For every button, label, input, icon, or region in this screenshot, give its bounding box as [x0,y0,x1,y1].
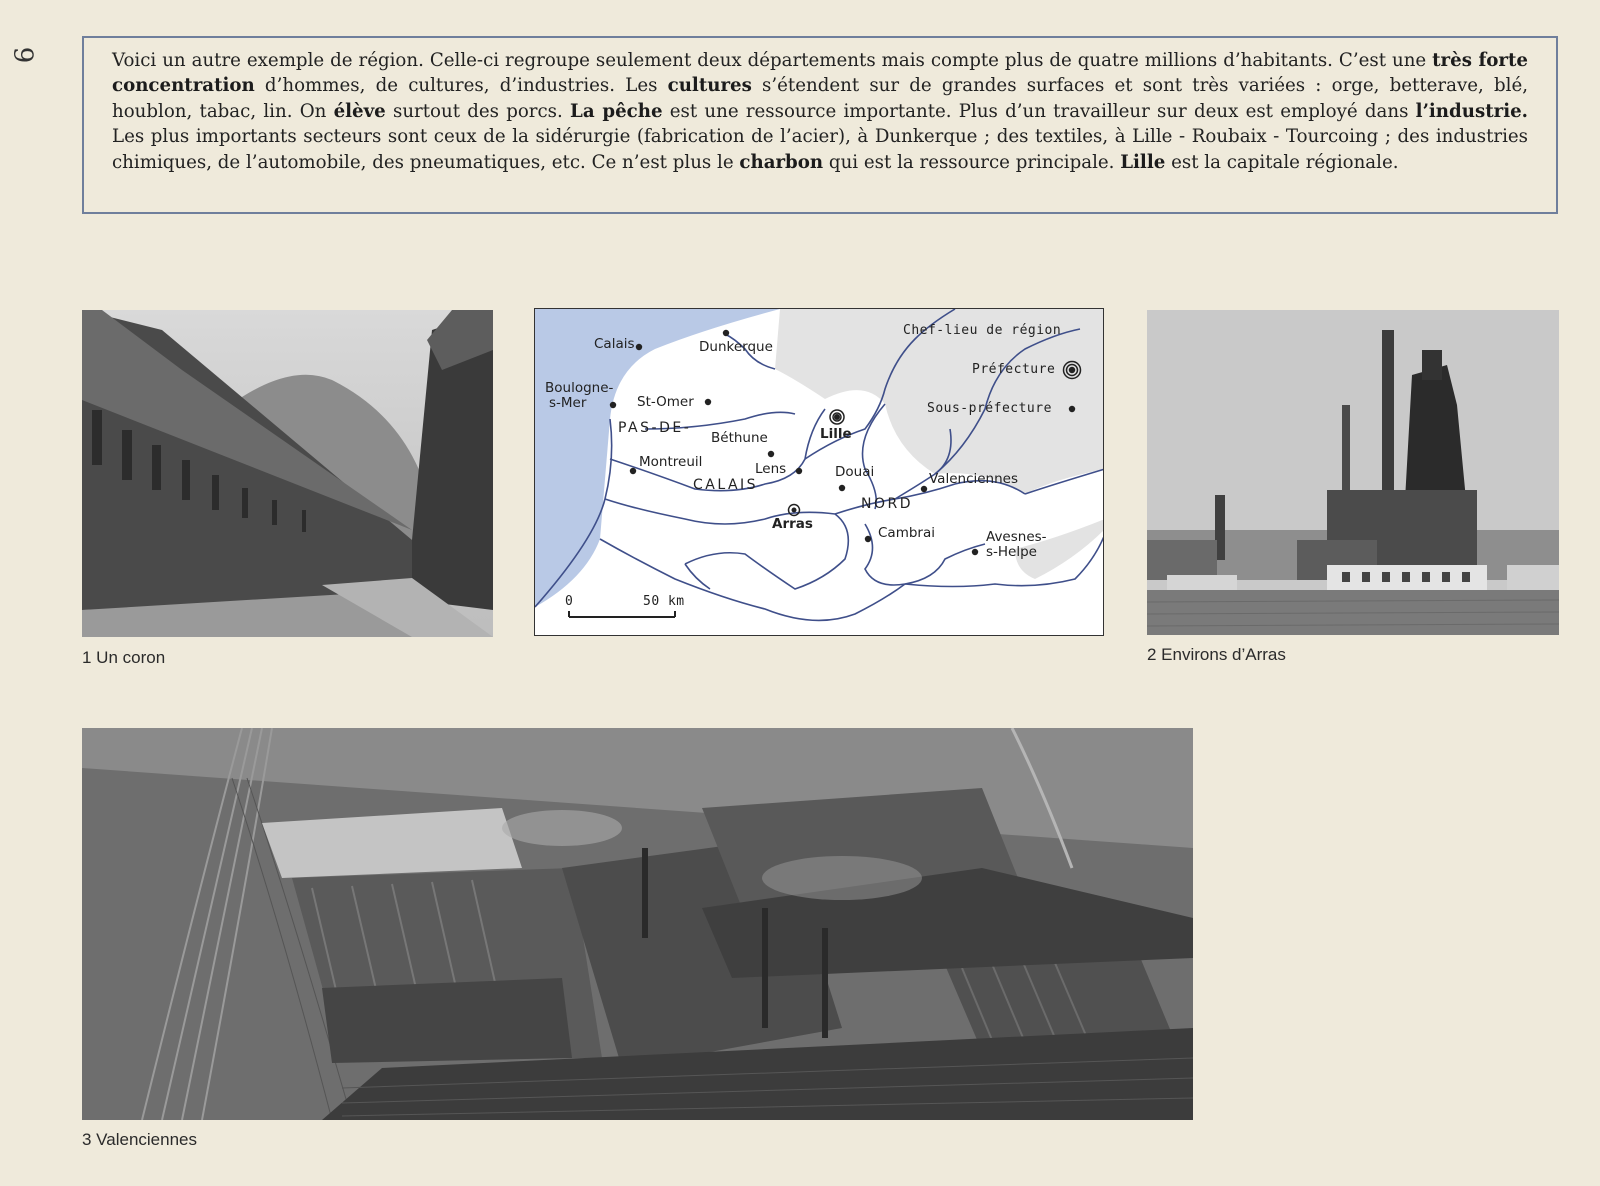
intro-text-segment: est une ressource importante. Plus d’un travailleur sur deux est employé dans [662,100,1416,122]
scale-zero: 0 [565,594,574,609]
city-cambrai: Cambrai [878,525,935,541]
city-valenciennes: Valenciennes [929,471,1019,487]
city-lens: Lens [755,461,787,477]
intro-bold-term: très forte concentration [112,50,1528,97]
legend-sous-prefecture: Sous-préfecture [927,401,1052,416]
city-arras: Arras [772,516,813,532]
city-bethune: Béthune [711,430,768,446]
caption-photo-2: 2 Environs d’Arras [1147,645,1286,664]
intro-bold-term: élève [333,100,386,122]
city-montreuil: Montreuil [639,454,703,470]
city-boulogne-1: Boulogne- [545,380,614,396]
intro-bold-term: Lille [1120,151,1166,173]
intro-text-segment: est la capitale régionale. [1165,151,1399,173]
intro-bold-term: l’industrie. [1415,100,1529,122]
intro-text-segment: Voici un autre exemple de région. Celle-ci regroupe seulement deux départements mais compte plus de quatre millions d’habitants. C’est une [112,50,1433,71]
page-number: 9 [7,46,38,64]
city-avesnes-2: s-Helpe [986,544,1037,560]
intro-text-segment: Les plus importants secteurs sont ceux de la sidérurgie (fabrication de l’acier), à Dunkerque ; des textiles, à Lille - Roubaix - Tourcoing ; des industries chimiques, de l’automobile, des pneumatiques, etc. Ce n’est plus le [112,126,1528,173]
legend-chef-lieu: Chef-lieu de région [903,323,1062,338]
photo-coron [82,310,493,637]
legend-prefecture: Préfecture [972,362,1056,377]
intro-text-segment: surtout des porcs. [385,100,571,122]
city-douai: Douai [835,464,875,480]
intro-text-box [82,36,1558,214]
photo-valenciennes [82,728,1193,1120]
city-avesnes-1: Avesnes- [986,529,1047,545]
dept-pas-de-calais-2: CALAIS [693,477,759,493]
industrial-aerial-illustration [82,728,1193,1120]
dept-nord: NORD [861,496,913,512]
dept-pas-de-calais-1: PAS-DE- [618,420,692,436]
city-dunkerque: Dunkerque [699,339,773,355]
caption-photo-1: 1 Un coron [82,648,166,667]
intro-text-segment: qui est la ressource principale. [823,151,1121,173]
intro-text-segment: d’hommes, de cultures, d’industries. Les [254,75,668,97]
coron-illustration [82,310,493,637]
city-calais: Calais [594,336,635,352]
intro-text-segment: s’étendent sur de grandes surfaces et sont très variées : orge, betterave, blé, houblon, tabac, lin. On [112,75,1528,122]
region-map [534,308,1104,636]
intro-bold-term: charbon [739,151,824,173]
city-lille: Lille [820,426,852,442]
mine-illustration [1147,310,1559,635]
city-boulogne-2: s-Mer [549,395,587,411]
city-st-omer: St-Omer [637,394,694,410]
photo-environs-arras [1147,310,1559,635]
intro-bold-term: La pêche [570,100,663,122]
intro-bold-term: cultures [667,75,752,97]
caption-photo-3: 3 Valenciennes [82,1130,197,1149]
scale-distance: 50 km [643,594,685,609]
